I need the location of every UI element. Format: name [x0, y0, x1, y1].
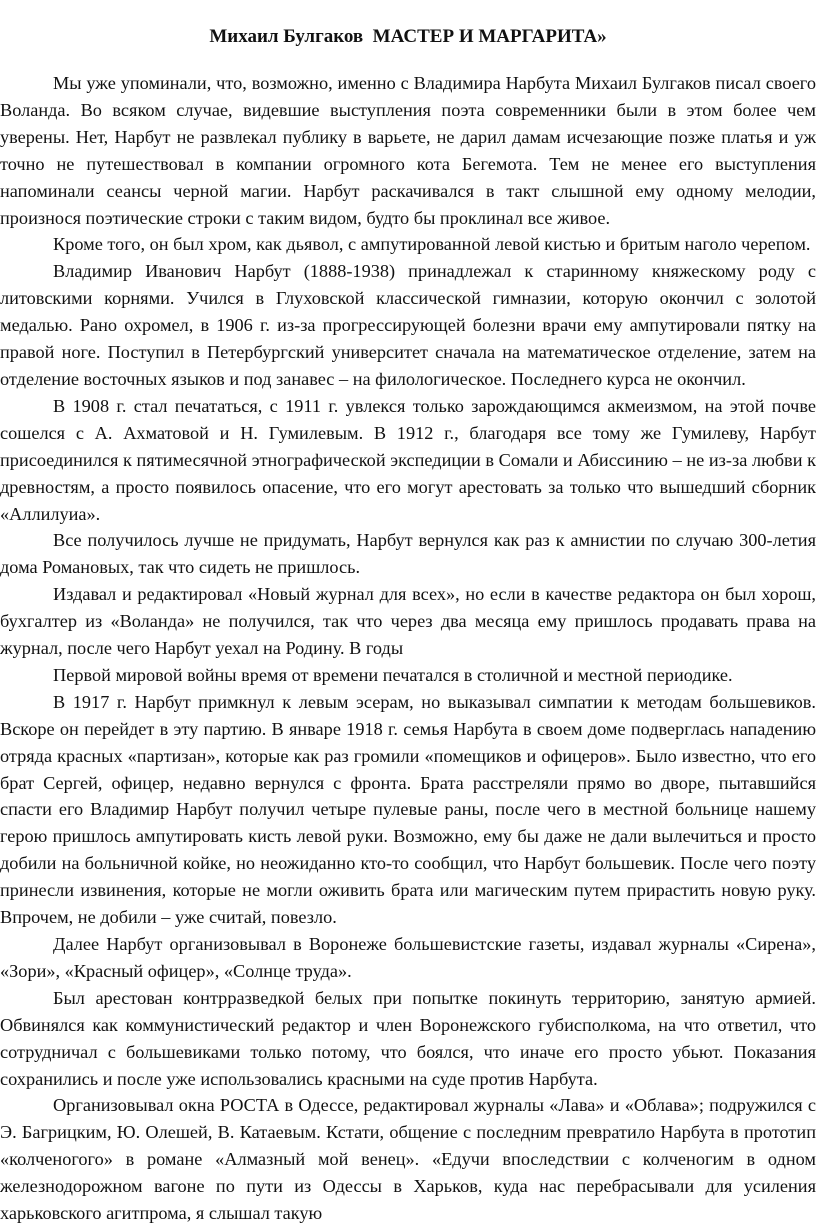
paragraph: Был арестован контрразведкой белых при попытке покинуть территорию, занятую армией. Обвинялся как коммунистический редактор и член Воронежского губисполкома, на что ответил, что сотрудничал с большевиками только потому, что боялся, что иначе его просто убьют. Показания сохранились и после уже использовались красными на суде против Нарбута.: [0, 987, 816, 1089]
paragraph: Первой мировой войны время от времени печатался в столичной и местной периодике.: [53, 664, 733, 685]
paragraph: В 1908 г. стал печататься, с 1911 г. увлекся только зарождающимся акмеизмом, на этой почве сошелся с А. Ахматовой и Н. Гумилевым. В 1912 г., благодаря все тому же Гумилеву, Нарбут присоединился к пятимесячной этнографической экспедиции в Сомали и Абиссинию – не из-за любви к древностям, а просто появилось опасение, что его могут арестовать за только что вышедший сборник «Аллилуиа».: [0, 395, 816, 524]
document-title: Михаил Булгаков МАСТЕР И МАРГАРИТА»: [209, 26, 607, 47]
paragraph: Кроме того, он был хром, как дьявол, с ампутированной левой кистью и бритым наголо черепом.: [53, 234, 811, 255]
paragraph: Мы уже упоминали, что, возможно, именно с Владимира Нарбута Михаил Булгаков писал своего Воланда. Во всяком случае, видевшие выступления поэта современники были в этом более чем уверены. Нет, Нарбут не развлекал публику в варьете, не дарил дамам исчезающие позже платья и уж точно не путешествовал в компании огромного кота Бегемота. Тем не менее его выступления напоминали сеансы черной магии. Нарбут раскачивался в такт слышной ему одному мелодии, произнося поэтические строки с таким видом, будто бы проклинал все живое.: [0, 73, 816, 228]
paragraph: Далее Нарбут организовывал в Воронеже большевистские газеты, издавал журналы «Сирена», «Зори», «Красный офицер», «Солнце труда».: [0, 934, 816, 981]
paragraph: Все получилось лучше не придумать, Нарбут вернулся как раз к амнистии по случаю 300-летия дома Романовых, так что сидеть не пришлось.: [0, 530, 816, 578]
paragraph: В 1917 г. Нарбут примкнул к левым эсерам, но выказывал симпатии к методам большевиков. Вскоре он перейдет в эту партию. В январе 1918 г. семья Нарбута в своем доме подверглась нападению отряда красных «партизан», которые как раз громили «помещиков и офицеров». Было известно, что его брат Сергей, офицер, недавно вернулся с фронта. Брата расстреляли прямо во дворе, пытавшийся спасти его Владимир Нарбут получил четыре пулевые раны, после чего в местной больнице нашему герою пришлось ампутировать кисть левой руки. Возможно, ему бы даже не дали вылечиться и просто добили на больничной койке, но неожиданно кто-то сообщил, что Нарбут большевик. После чего поэту принесли извинения, которые не могли оживить брата или магическим путем прирастить новую руку. Впрочем, не добили – уже считай, повезло.: [0, 691, 816, 928]
paragraph: Организовывал окна РОСТА в Одессе, редактировал журналы «Лава» и «Облава»; подружился с Э. Багрицким, Ю. Олешей, В. Катаевым. Кстати, общение с последним превратило Нарбута в прототип «колченогого» в романе «Алмазный мой венец». «Едучи впоследствии с колченогим в одном железнодорожном вагоне по пути из Одессы в Харьков, куда нас перебрасывали для усиления харьковского агитпрома, я слышал такую: [0, 1095, 816, 1224]
paragraph: Владимир Иванович Нарбут (1888-1938) принадлежал к старинному княжескому роду с литовскими корнями. Учился в Глуховской классической гимназии, которую окончил с золотой медалью. Рано охромел, в 1906 г. из-за прогрессирующей болезни врачи ему ампутировали пятку на правой ноге. Поступил в Петербургский университет сначала на математическое отделение, затем на отделение восточных языков и под занавес – на филологическое. Последнего курса не окончил.: [0, 261, 816, 389]
document-body: [0, 70, 816, 1227]
paragraph: Издавал и редактировал «Новый журнал для всех», но если в качестве редактора он был хорош, бухгалтер из «Воланда» не получился, так что через два месяца ему пришлось продавать права на журнал, после чего Нарбут уехал на Родину. В годы: [0, 584, 816, 659]
